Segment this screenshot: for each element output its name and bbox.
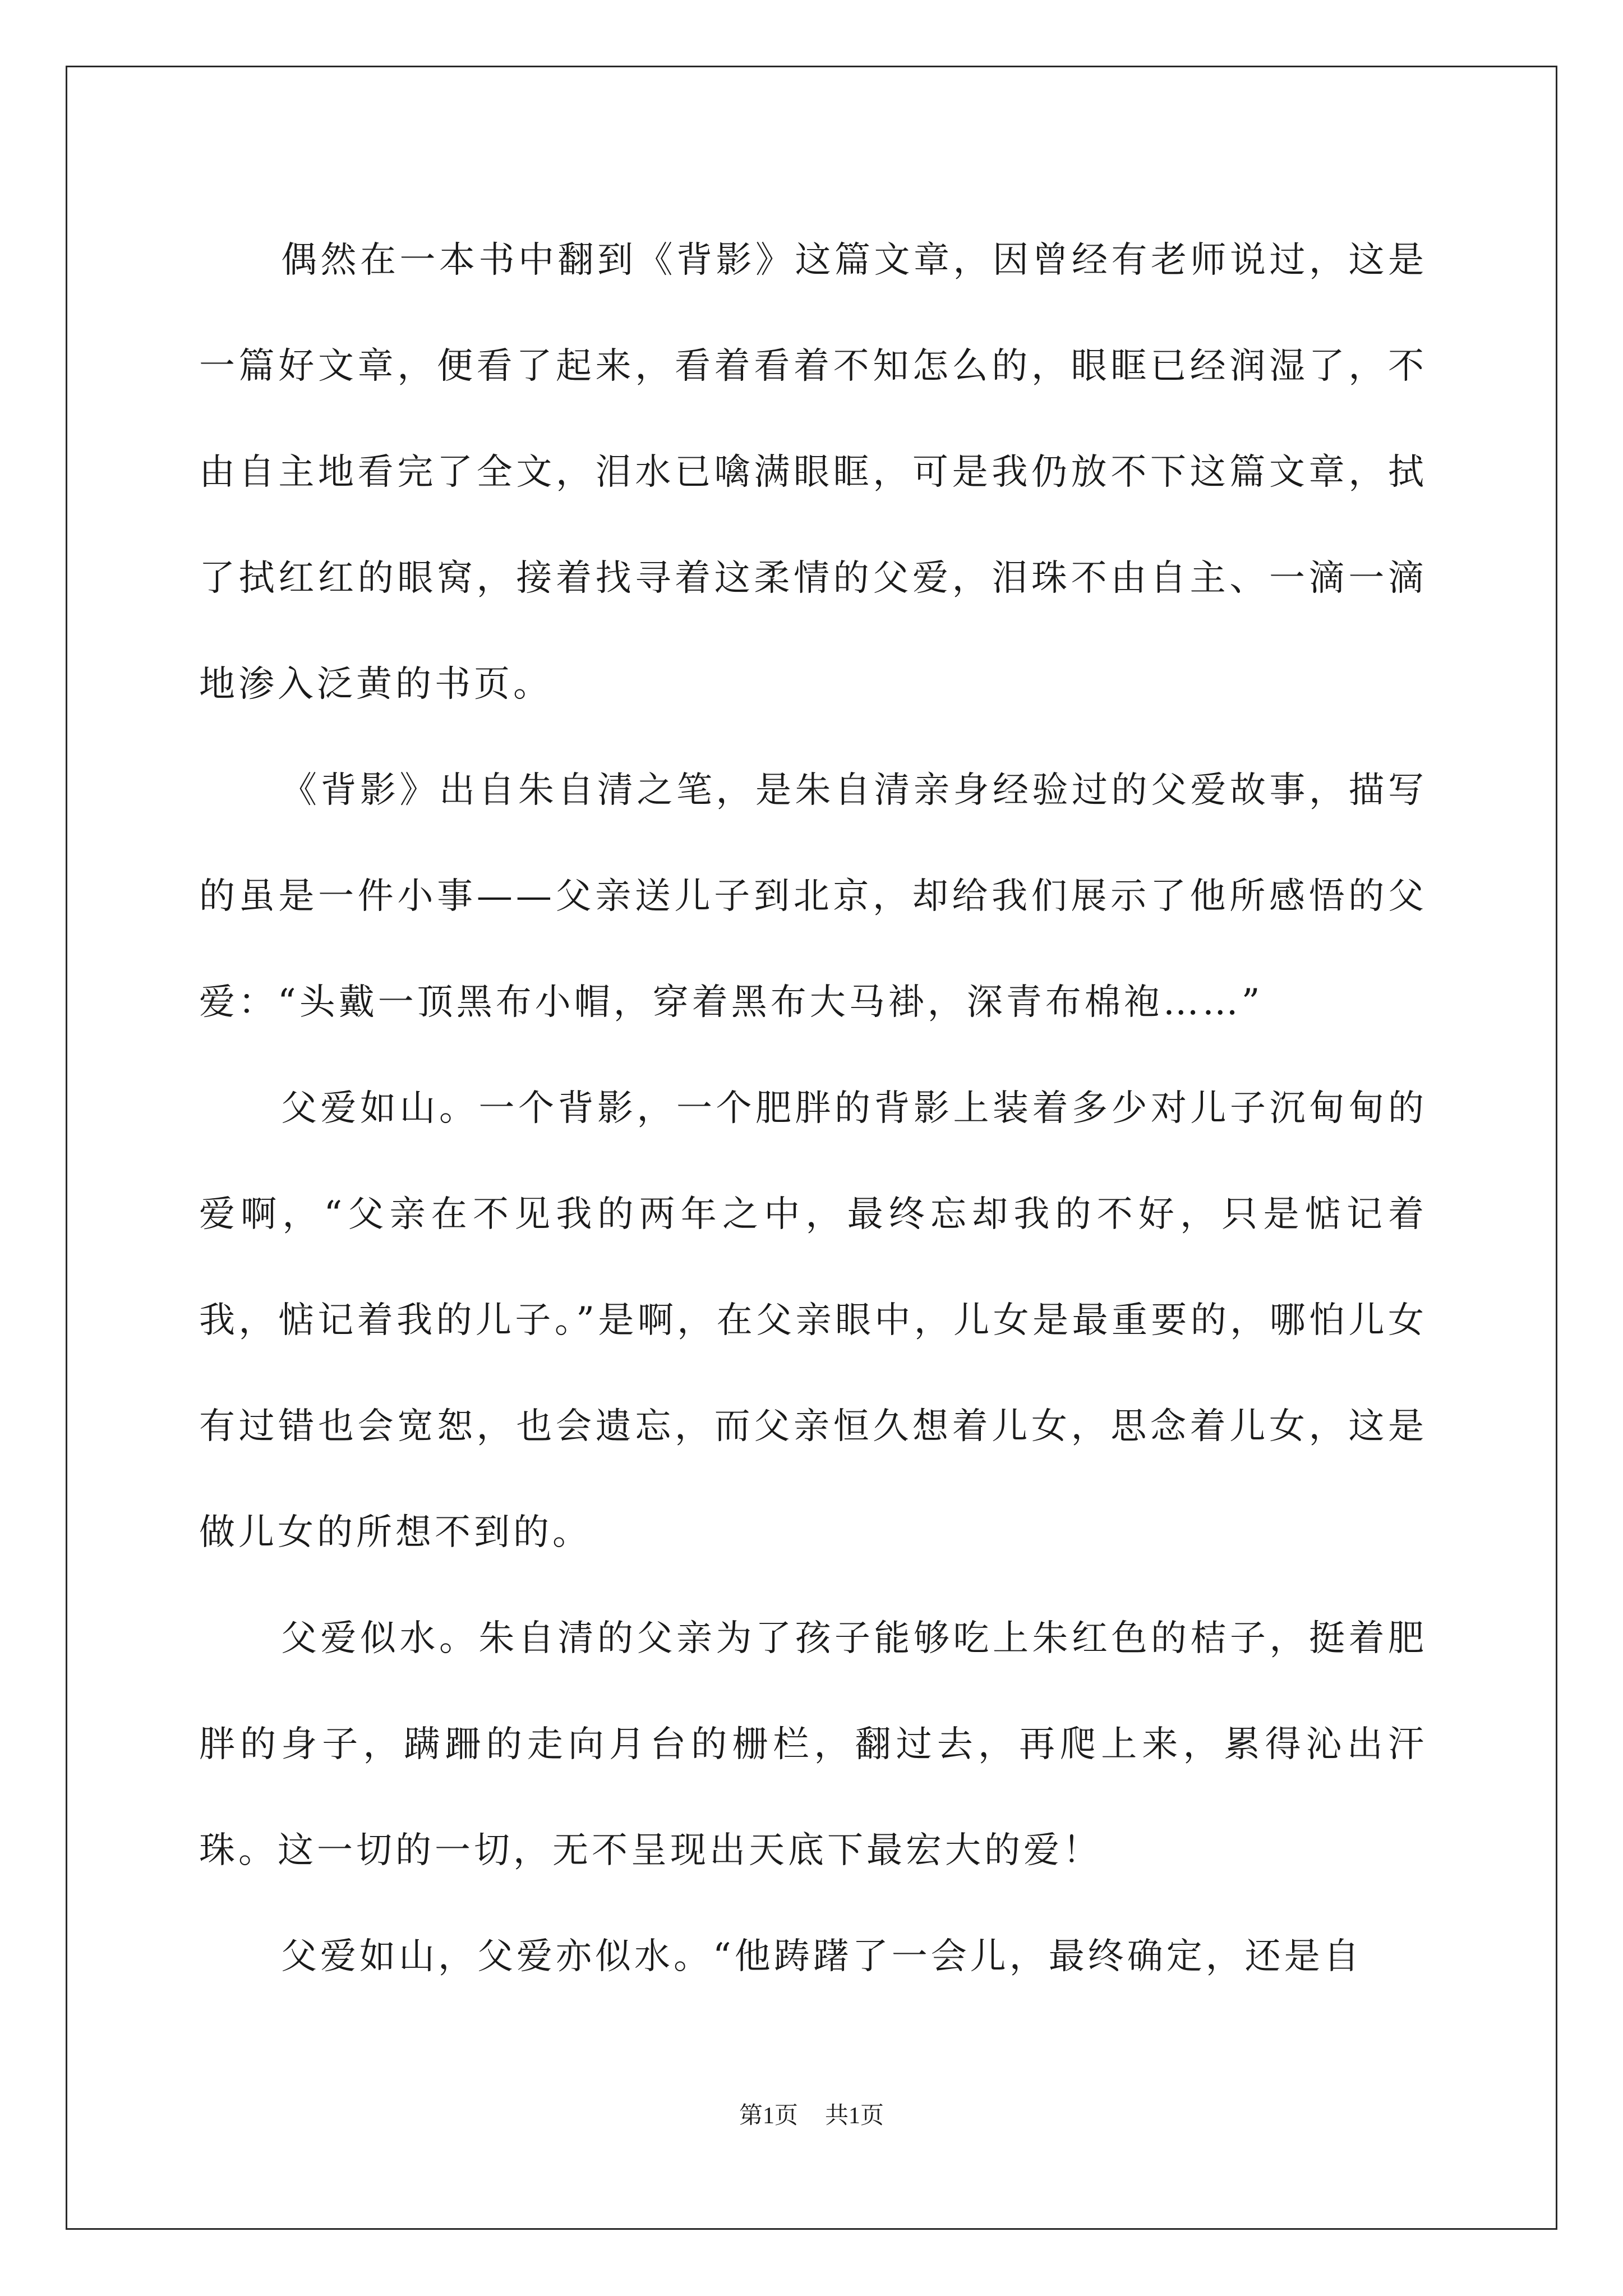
paragraph-3: 父爱如山。一个背影，一个肥胖的背影上装着多少对儿子沉甸甸的爱啊，“父亲在不见我的两年之中，最终忘却我的不好，只是惦记着我，惦记着我的儿子。”是啊，在父亲眼中，儿女是最重要的，哪怕儿女有过错也会宽恕，也会遗忘，而父亲恒久想着儿女，思念着儿女，这是做儿女的所想不到的。 xyxy=(199,1088,1427,1553)
page-total: 共1页 xyxy=(825,2103,884,2129)
page-number: 第1页 xyxy=(739,2103,798,2129)
paragraph-1: 偶然在一本书中翻到《背影》这篇文章，因曾经有老师说过，这是一篇好文章，便看了起来，看着看着不知怎么的，眼眶已经润湿了，不由自主地看完了全文，泪水已噙满眼眶，可是我仍放不下这篇文章，拭了拭红红的眼窝，接着找寻着这柔情的父爱，泪珠不由自主、一滴一滴地渗入泛黄的书页。 xyxy=(199,240,1427,705)
page-footer xyxy=(0,2097,1623,2131)
paragraph-4: 父爱似水。朱自清的父亲为了孩子能够吃上朱红色的桔子，挺着肥胖的身子，蹒跚的走向月台的栅栏，翻过去，再爬上来，累得沁出汗珠。这一切的一切，无不呈现出天底下最宏大的爱！ xyxy=(199,1618,1427,1871)
paragraph-5: 父爱如山，父爱亦似水。“他踌躇了一会儿，最终确定，还是自 xyxy=(281,1936,1363,1977)
paragraph-2: 《背影》出自朱自清之笔，是朱自清亲身经验过的父爱故事，描写的虽是一件小事——父亲送儿子到北京，却给我们展示了他所感悟的父爱：“头戴一顶黑布小帽，穿着黑布大马褂，深青布棉袍……” xyxy=(199,770,1427,1023)
document-body xyxy=(199,208,1427,2010)
